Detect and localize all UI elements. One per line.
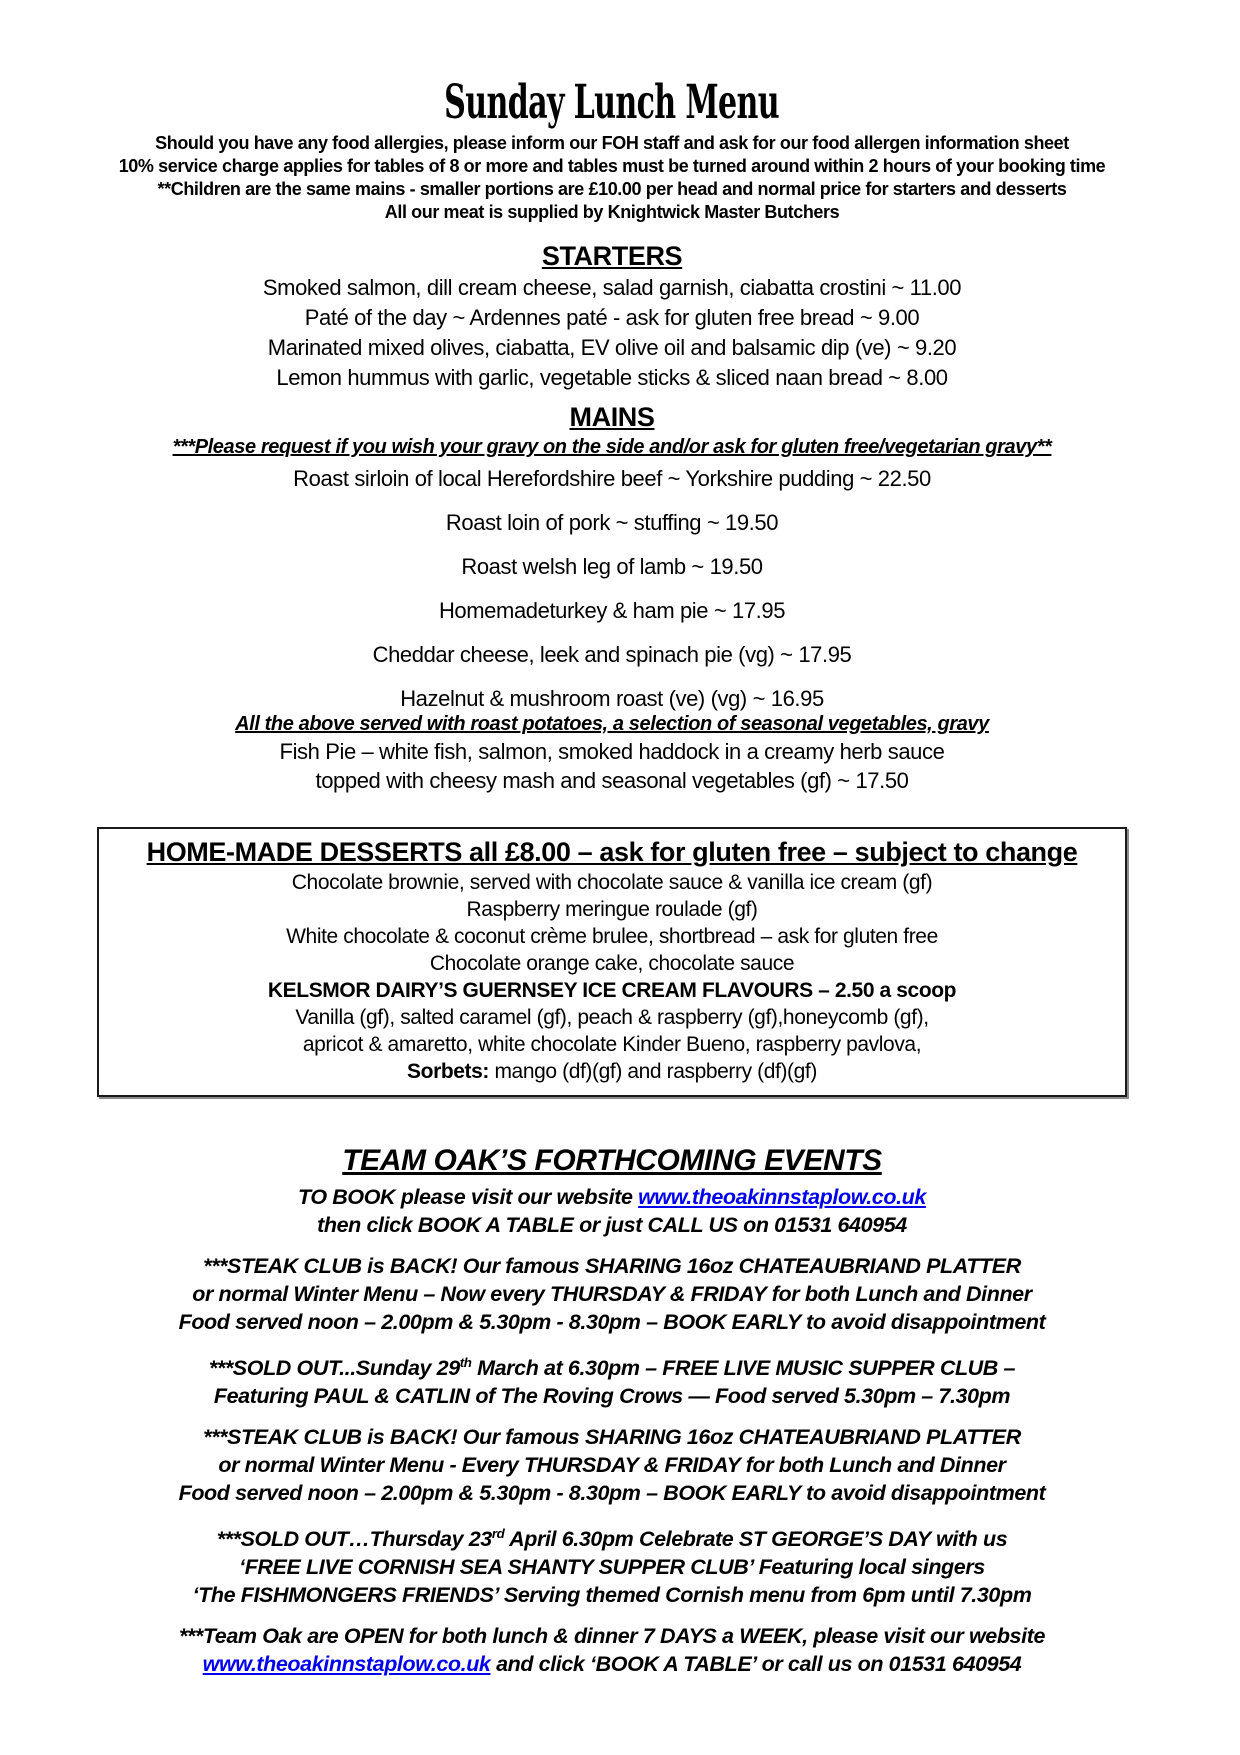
event-line-text: ***SOLD OUT…Thursday 23 bbox=[216, 1527, 492, 1552]
event-line: or normal Winter Menu - Every THURSDAY & FRIDAY for both Lunch and Dinner bbox=[218, 1453, 1006, 1478]
event-line-text: ***SOLD OUT...Sunday 29 bbox=[208, 1356, 460, 1381]
served-with-note: All the above served with roast potatoes, a selection of seasonal vegetables, gravy bbox=[235, 713, 989, 735]
menu-content bbox=[0, 75, 1224, 1678]
fish-pie-line: Fish Pie – white fish, salmon, smoked haddock in a creamy herb sauce bbox=[279, 739, 945, 764]
event-paragraph-open-week bbox=[0, 1622, 1224, 1678]
starter-item: Paté of the day ~ Ardennes paté - ask for gluten free bread ~ 9.00 bbox=[304, 305, 920, 330]
event-line-text: March at 6.30pm – FREE LIVE MUSIC SUPPER CLUB – bbox=[471, 1356, 1016, 1381]
mains-list bbox=[0, 466, 1224, 711]
dessert-item: Chocolate brownie, served with chocolate sauce & vanilla ice cream (gf) bbox=[291, 871, 933, 894]
main-item: Hazelnut & mushroom roast (ve) (vg) ~ 16.95 bbox=[400, 686, 824, 711]
main-item: Roast sirloin of local Herefordshire beef ~ Yorkshire pudding ~ 22.50 bbox=[293, 466, 931, 491]
starter-item: Marinated mixed olives, ciabatta, EV olive oil and balsamic dip (ve) ~ 9.20 bbox=[267, 335, 957, 360]
sorbets-text: mango (df)(gf) and raspberry (df)(gf) bbox=[489, 1060, 817, 1083]
event-paragraph-st-georges bbox=[0, 1520, 1224, 1609]
event-paragraph-steak-club-1 bbox=[0, 1252, 1224, 1336]
sorbets-label: Sorbets: bbox=[407, 1060, 490, 1083]
meat-supplier-note: All our meat is supplied by Knightwick Master Butchers bbox=[384, 202, 840, 222]
main-item: Homemadeturkey & ham pie ~ 17.95 bbox=[438, 598, 786, 623]
starters-list bbox=[0, 273, 1224, 393]
ordinal-superscript: th bbox=[459, 1355, 472, 1370]
sorbets-line bbox=[109, 1058, 1115, 1085]
starters-heading: STARTERS bbox=[541, 241, 683, 271]
event-paragraph-supper-club-march bbox=[0, 1349, 1224, 1410]
desserts-box bbox=[97, 827, 1127, 1097]
event-line: ***Team Oak are OPEN for both lunch & dinner 7 DAYS a WEEK, please visit our website bbox=[178, 1624, 1046, 1649]
event-line: Food served noon – 2.00pm & 5.30pm - 8.30pm – BOOK EARLY to avoid disappointment bbox=[178, 1481, 1046, 1506]
event-line-text: April 6.30pm Celebrate ST GEORGE’S DAY with us bbox=[504, 1527, 1008, 1552]
event-line bbox=[0, 1520, 1224, 1553]
event-line: ***STEAK CLUB is BACK! Our famous SHARING 16oz CHATEAUBRIAND PLATTER bbox=[203, 1425, 1021, 1450]
booking-line-1-text: TO BOOK please visit our website bbox=[298, 1185, 639, 1209]
main-item: Roast loin of pork ~ stuffing ~ 19.50 bbox=[445, 510, 779, 535]
header-notes bbox=[0, 132, 1224, 224]
event-paragraph-steak-club-2 bbox=[0, 1423, 1224, 1507]
starter-item: Smoked salmon, dill cream cheese, salad garnish, ciabatta crostini ~ 11.00 bbox=[262, 275, 962, 300]
gravy-note: ***Please request if you wish your gravy on the side and/or ask for gluten free/vegetarian gravy** bbox=[172, 436, 1052, 458]
website-link[interactable]: www.theoakinnstaplow.co.uk bbox=[638, 1185, 926, 1209]
children-note: **Children are the same mains - smaller portions are £10.00 per head and normal price for starters and desserts bbox=[157, 179, 1067, 199]
events-section bbox=[0, 1143, 1224, 1678]
flavour-line: Vanilla (gf), salted caramel (gf), peach & raspberry (gf),honeycomb (gf), bbox=[295, 1006, 929, 1029]
main-item: Roast welsh leg of lamb ~ 19.50 bbox=[461, 554, 763, 579]
allergy-note: Should you have any food allergies, please inform our FOH staff and ask for our food allergen information sheet bbox=[155, 133, 1069, 153]
service-charge-note: 10% service charge applies for tables of 8 or more and tables must be turned around within 2 hours of your booking time bbox=[118, 156, 1106, 176]
desserts-heading: HOME-MADE DESSERTS all £8.00 – ask for gluten free – subject to change bbox=[146, 837, 1078, 867]
event-line bbox=[0, 1349, 1224, 1382]
dessert-item: Raspberry meringue roulade (gf) bbox=[466, 898, 758, 921]
flavour-line: apricot & amaretto, white chocolate Kinder Bueno, raspberry pavlova, bbox=[302, 1033, 922, 1056]
event-line: or normal Winter Menu – Now every THURSDAY & FRIDAY for both Lunch and Dinner bbox=[192, 1282, 1032, 1306]
event-line: Food served noon – 2.00pm & 5.30pm - 8.30pm – BOOK EARLY to avoid disappointment bbox=[178, 1310, 1046, 1334]
event-line: ‘The FISHMONGERS FRIENDS’ Serving themed Cornish menu from 6pm until 7.30pm bbox=[192, 1583, 1032, 1608]
events-heading: TEAM OAK’S FORTHCOMING EVENTS bbox=[342, 1144, 882, 1177]
booking-line-2: then click BOOK A TABLE or just CALL US on 01531 640954 bbox=[317, 1213, 907, 1237]
event-line: ***STEAK CLUB is BACK! Our famous SHARING 16oz CHATEAUBRIAND PLATTER bbox=[203, 1254, 1021, 1278]
dessert-item: Chocolate orange cake, chocolate sauce bbox=[429, 952, 795, 975]
page-title-row bbox=[0, 75, 1224, 130]
ice-cream-heading: KELSMOR DAIRY’S GUERNSEY ICE CREAM FLAVOURS – 2.50 a scoop bbox=[267, 979, 957, 1002]
fish-pie-line: topped with cheesy mash and seasonal vegetables (gf) ~ 17.50 bbox=[315, 768, 909, 793]
booking-line-1 bbox=[0, 1183, 1224, 1211]
booking-info bbox=[0, 1183, 1224, 1239]
starter-item: Lemon hummus with garlic, vegetable sticks & sliced naan bread ~ 8.00 bbox=[276, 365, 948, 390]
event-line bbox=[0, 1650, 1224, 1678]
event-line-text: and click ‘BOOK A TABLE’ or call us on 01531 640954 bbox=[490, 1652, 1022, 1677]
ordinal-superscript: rd bbox=[491, 1526, 505, 1542]
event-line: Featuring PAUL & CATLIN of The Roving Crows — Food served 5.30pm – 7.30pm bbox=[213, 1384, 1011, 1409]
events-heading-row bbox=[0, 1143, 1224, 1179]
dessert-item: White chocolate & coconut crème brulee, shortbread – ask for gluten free bbox=[286, 925, 938, 948]
main-item: Cheddar cheese, leek and spinach pie (vg) ~ 17.95 bbox=[372, 642, 852, 667]
website-link[interactable]: www.theoakinnstaplow.co.uk bbox=[202, 1652, 491, 1677]
event-line: ‘FREE LIVE CORNISH SEA SHANTY SUPPER CLUB’ Featuring local singers bbox=[239, 1555, 985, 1580]
page-title: Sunday Lunch Menu bbox=[444, 75, 780, 130]
mains-heading: MAINS bbox=[569, 402, 655, 432]
